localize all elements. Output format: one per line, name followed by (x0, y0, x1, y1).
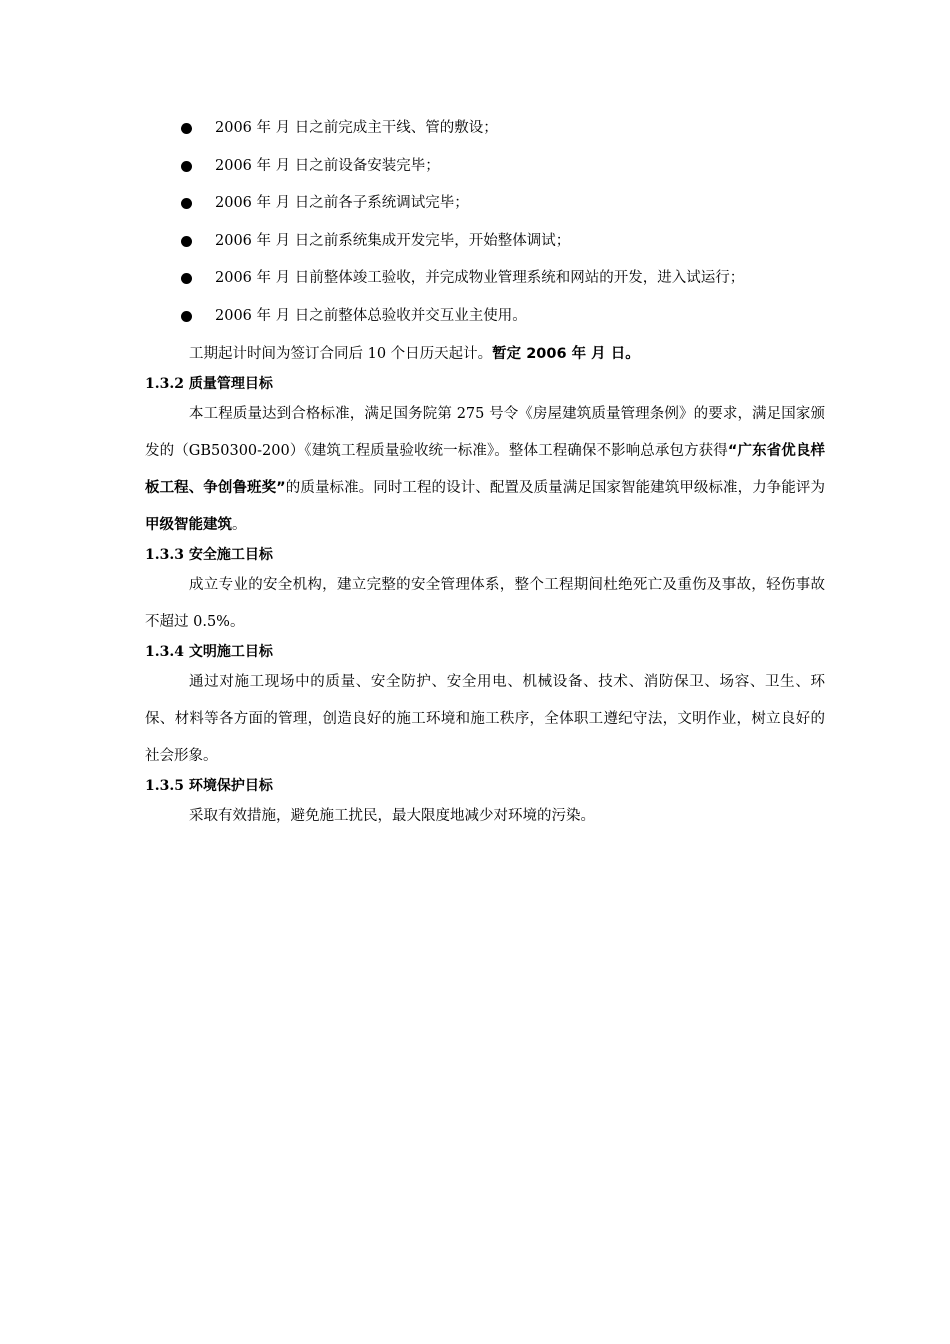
list-item (0, 148, 950, 186)
list-item (0, 223, 950, 261)
bullet-icon (181, 198, 192, 209)
list-item (0, 110, 950, 148)
quality-text: 本工程质量达到合格标准，满足国务院第 275 号令《房屋建筑质量管理条例》的要求，满足国家颁发的（GB50300-200）《建筑工程质量验收统一标准》。整体工程确保不影响总承包方获得 (145, 406, 825, 459)
duration-note: 工期起计时间为签订合同后 10 个日历天起计。 (189, 346, 493, 362)
bullet-icon (181, 273, 192, 284)
quality-grade: 甲级智能建筑 (145, 517, 232, 533)
list-item (0, 260, 950, 298)
schedule-item-text: 2006 年 月 日之前各子系统调试完毕； (215, 195, 469, 211)
civilized-paragraph: 通过对施工现场中的质量、安全防护、安全用电、机械设备、技术、消防保卫、场容、卫生、环保、材料等各方面的管理，创造良好的施工环境和施工秩序，全体职工遵纪守法，文明作业，树立良好的社会形象。 (145, 674, 825, 764)
schedule-item-text: 2006 年 月 日之前完成主干线、管的敷设； (215, 120, 498, 136)
safety-paragraph: 成立专业的安全机构，建立完整的安全管理体系，整个工程期间杜绝死亡及重伤及事故，轻伤事故不超过 0.5%。 (145, 577, 825, 630)
list-item (0, 185, 950, 223)
schedule-item-text: 2006 年 月 日前整体竣工验收，并完成物业管理系统和网站的开发，进入试运行； (215, 270, 745, 286)
schedule-item-text: 2006 年 月 日之前系统集成开发完毕，开始整体调试； (215, 232, 571, 249)
bullet-icon (181, 236, 192, 247)
schedule-list (0, 110, 950, 335)
safety-heading: 1.3.3 安全施工目标 (145, 547, 273, 563)
tentative-date: 暂定 2006 年 月 日。 (492, 346, 640, 362)
quality-paragraph (145, 396, 825, 544)
bullet-icon (181, 311, 192, 322)
quality-award: “广东省优良样板工程、争创鲁班奖” (145, 443, 825, 496)
quality-text: 。 (232, 517, 247, 533)
civilized-heading: 1.3.4 文明施工目标 (145, 644, 273, 660)
environment-paragraph: 采取有效措施，避免施工扰民，最大限度地减少对环境的污染。 (189, 808, 595, 824)
schedule-item-text: 2006 年 月 日之前整体总验收并交互业主使用。 (215, 307, 527, 324)
bullet-icon (181, 161, 192, 172)
document-body (145, 336, 825, 835)
quality-text: 的质量标准。同时工程的设计、配置及质量满足国家智能建筑甲级标准，力争能评为 (285, 480, 826, 496)
quality-heading: 1.3.2 质量管理目标 (145, 376, 273, 392)
schedule-item-text: 2006 年 月 日之前设备安装完毕； (215, 157, 440, 174)
bullet-icon (181, 123, 192, 134)
duration-paragraph (145, 336, 825, 373)
environment-heading: 1.3.5 环境保护目标 (145, 778, 273, 794)
list-item (0, 298, 950, 336)
